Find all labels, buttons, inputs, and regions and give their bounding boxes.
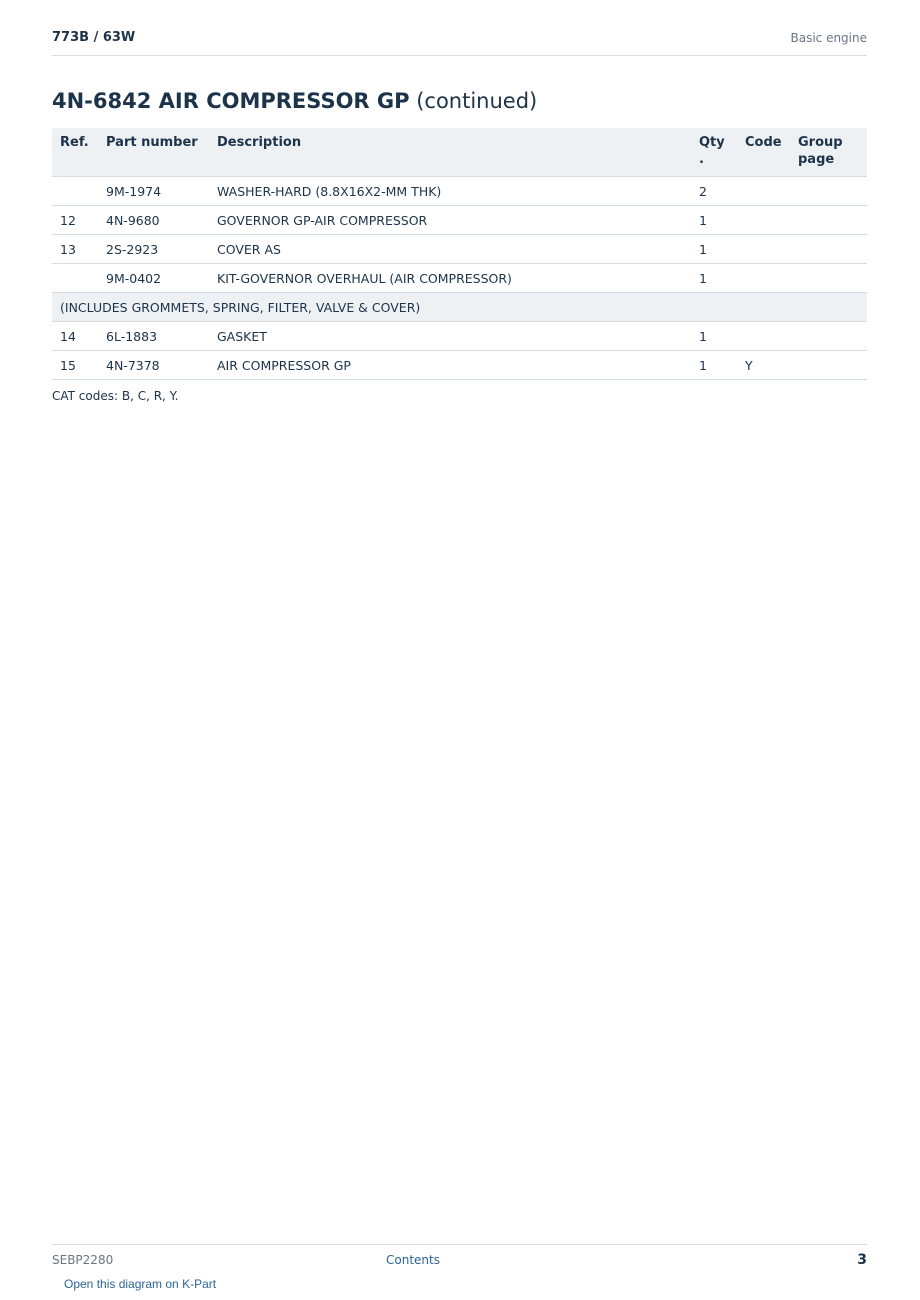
footer-divider xyxy=(52,1244,867,1245)
cell-qty: 1 xyxy=(691,264,737,293)
open-kpart-link[interactable]: Open this diagram on K-Part xyxy=(64,1277,217,1291)
cell-description: GASKET xyxy=(209,322,691,351)
cell-part-number: 6L-1883 xyxy=(98,322,209,351)
cell-ref xyxy=(52,264,98,293)
cell-code xyxy=(737,235,790,264)
cell-group-page xyxy=(790,264,867,293)
cell-code xyxy=(737,206,790,235)
cell-part-number: 4N-7378 xyxy=(98,351,209,380)
contents-link[interactable]: Contents xyxy=(386,1253,440,1267)
cell-group-page xyxy=(790,206,867,235)
col-header-part-number: Part number xyxy=(98,128,209,177)
table-row xyxy=(52,351,867,380)
page-header xyxy=(52,28,867,56)
model-label: 773B / 63W xyxy=(52,30,136,45)
cell-part-number: 4N-9680 xyxy=(98,206,209,235)
cell-description: GOVERNOR GP-AIR COMPRESSOR xyxy=(209,206,691,235)
cell-code xyxy=(737,322,790,351)
cell-ref: 12 xyxy=(52,206,98,235)
table-header-row xyxy=(52,128,867,177)
table-row xyxy=(52,264,867,293)
cat-codes-note: CAT codes: B, C, R, Y. xyxy=(52,389,179,403)
cell-qty: 1 xyxy=(691,351,737,380)
col-header-description: Description xyxy=(209,128,691,177)
cell-ref: 13 xyxy=(52,235,98,264)
cell-group-page xyxy=(790,322,867,351)
cell-description: WASHER-HARD (8.8X16X2-MM THK) xyxy=(209,177,691,206)
cell-code xyxy=(737,264,790,293)
col-header-group-page: Group page xyxy=(790,128,867,177)
cell-ref xyxy=(52,177,98,206)
cell-ref: 15 xyxy=(52,351,98,380)
page-number: 3 xyxy=(857,1252,867,1268)
cell-qty: 2 xyxy=(691,177,737,206)
table-row xyxy=(52,177,867,206)
section-label: Basic engine xyxy=(790,31,867,45)
cell-code xyxy=(737,177,790,206)
col-header-code: Code xyxy=(737,128,790,177)
table-note-row xyxy=(52,293,867,322)
col-header-qty: Qty . xyxy=(691,128,737,177)
document-id: SEBP2280 xyxy=(52,1253,114,1267)
title-main: 4N-6842 AIR COMPRESSOR GP xyxy=(52,89,410,113)
cell-description: KIT-GOVERNOR OVERHAUL (AIR COMPRESSOR) xyxy=(209,264,691,293)
cell-group-page xyxy=(790,177,867,206)
table-row xyxy=(52,235,867,264)
cell-part-number: 9M-1974 xyxy=(98,177,209,206)
cell-qty: 1 xyxy=(691,322,737,351)
cell-group-page xyxy=(790,351,867,380)
cell-part-number: 9M-0402 xyxy=(98,264,209,293)
kit-includes-note: (INCLUDES GROMMETS, SPRING, FILTER, VALVE & COVER) xyxy=(52,293,867,322)
cell-code: Y xyxy=(737,351,790,380)
cell-qty: 1 xyxy=(691,235,737,264)
table-row xyxy=(52,322,867,351)
cell-description: AIR COMPRESSOR GP xyxy=(209,351,691,380)
page-title xyxy=(52,89,537,113)
title-suffix: (continued) xyxy=(409,89,538,113)
cell-description: COVER AS xyxy=(209,235,691,264)
col-header-ref: Ref. xyxy=(52,128,98,177)
cell-ref: 14 xyxy=(52,322,98,351)
parts-table xyxy=(52,128,867,380)
cell-qty: 1 xyxy=(691,206,737,235)
cell-group-page xyxy=(790,235,867,264)
table-row xyxy=(52,206,867,235)
cell-part-number: 2S-2923 xyxy=(98,235,209,264)
